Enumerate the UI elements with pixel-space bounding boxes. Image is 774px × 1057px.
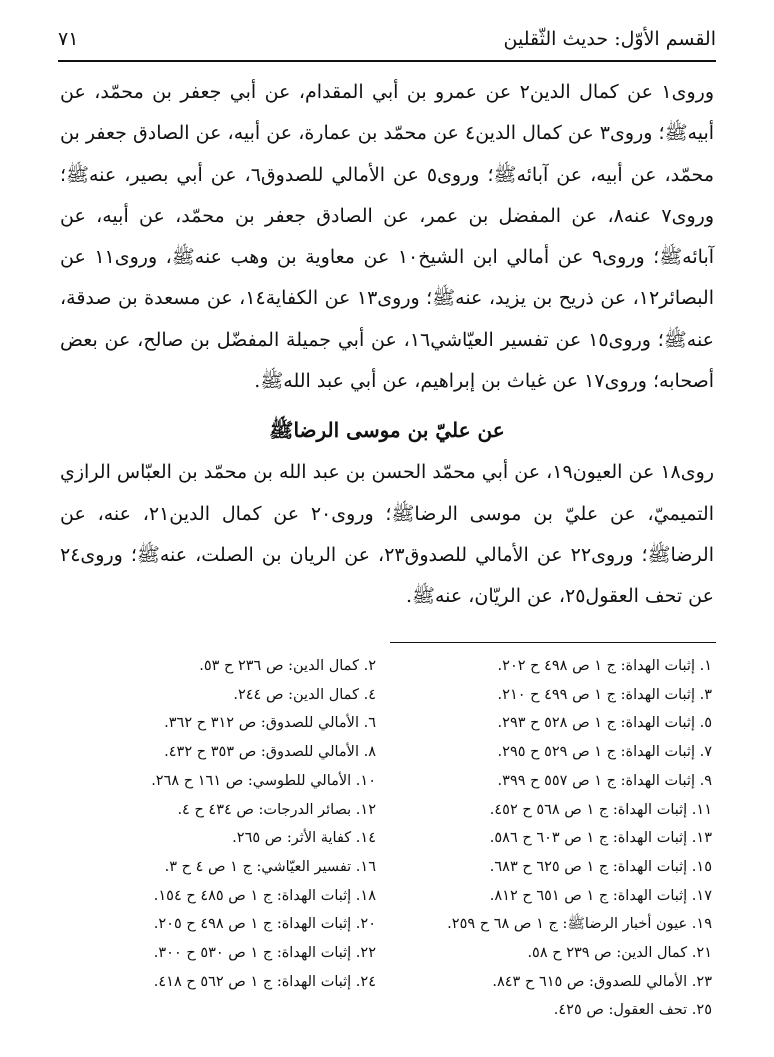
footnote-5: ٥. إثبات الهداة: ج ١ ص ٥٢٨ ح ٢٩٣. <box>497 715 712 732</box>
main-text <box>60 72 714 618</box>
footnote-24: ٢٤. إثبات الهداة: ج ١ ص ٥٦٢ ح ٤١٨. <box>153 973 376 990</box>
paragraph-2: روى١٨ عن العيون١٩، عن أبي محمّد الحسن بن عبد الله بن محمّد بن العبّاس الرازي التميميّ، عن عليّ بن موسى الرضاﷺ؛ وروى٢٠ عن كمال الدين٢١، عنه، عن الرضاﷺ؛ وروى٢٢ عن الأمالي للصدوق٢٣، عن الريان بن الصلت، عنهﷺ؛ وروى٢٤ عن تحف العقول٢٥، عن الريّان، عنهﷺ. <box>60 461 714 608</box>
section-heading: عن عليّ بن موسى الرضاﷺ <box>269 418 505 443</box>
footnote-4: ٤. كمال الدين: ص ٢٤٤. <box>233 686 376 703</box>
footnote-2: ٢. كمال الدين: ص ٢٣٦ ح ٥٣. <box>199 658 376 674</box>
footnote-8: ٨. الأمالي للصدوق: ص ٣٥٣ ح ٤٣٢. <box>164 744 376 761</box>
footnote-22: ٢٢. إثبات الهداة: ج ١ ص ٥٣٠ ح ٣٠٠. <box>153 945 376 962</box>
footnote-25: ٢٥. تحف العقول: ص ٤٢٥. <box>553 1002 712 1019</box>
footnote-14: ١٤. كفاية الأثر: ص ٢٦٥. <box>232 830 376 847</box>
footnote-7: ٧. إثبات الهداة: ج ١ ص ٥٢٩ ح ٢٩٥. <box>497 744 712 761</box>
footnote-21: ٢١. كمال الدين: ص ٢٣٩ ح ٥٨. <box>527 945 712 962</box>
footnote-9: ٩. إثبات الهداة: ج ١ ص ٥٥٧ ح ٣٩٩. <box>497 772 712 789</box>
footnote-17: ١٧. إثبات الهداة: ج ١ ص ٦٥١ ح ٨١٢. <box>489 887 712 904</box>
footnote-16: ١٦. تفسير العيّاشي: ج ١ ص ٤ ح ٣. <box>164 858 376 875</box>
footnote-12: ١٢. بصائر الدرجات: ص ٤٣٤ ح ٤. <box>177 801 376 818</box>
footnote-19: ١٩. عيون أخبار الرضاﷺ: ج ١ ص ٦٨ ح ٢٥٩. <box>447 916 712 933</box>
page-number: ٧١ <box>58 28 79 50</box>
footnote-3: ٣. إثبات الهداة: ج ١ ص ٤٩٩ ح ٢١٠. <box>497 686 712 703</box>
footnote-10: ١٠. الأمالي للطوسي: ص ١٦١ ح ٢٦٨. <box>151 772 376 789</box>
header-title: القسم الأوّل: حديث الثّقلين <box>503 28 716 50</box>
footnote-11: ١١. إثبات الهداة: ج ١ ص ٥٦٨ ح ٤٥٢. <box>489 801 712 818</box>
footnote-13: ١٣. إثبات الهداة: ج ١ ص ٦٠٣ ح ٥٨٦. <box>489 830 712 847</box>
running-header <box>58 22 716 56</box>
footnote-1: ١. إثبات الهداة: ج ١ ص ٤٩٨ ح ٢٠٢. <box>497 658 712 674</box>
paragraph-1: وروى١ عن كمال الدين٢ عن عمرو بن أبي المقدام، عن أبي جعفر بن محمّد، عن أبيهﷺ؛ وروى٣ عن كمال الدين٤ عن محمّد بن عمارة، عن أبيه، عن الصادق جعفر بن محمّد، عن أبيه، عن آبائهﷺ؛ وروى٥ عن الأمالي للصدوق٦، عن أبي بصير، عنهﷺ؛ وروى٧ عنه٨، عن المفضل بن عمر، عن الصادق جعفر بن محمّد، عن أبيه، عن آبائهﷺ؛ وروى٩ عن أمالي ابن الشيخ١٠ عن معاوية بن وهب عنهﷺ، وروى١١ عن البصائر١٢، عن ذريح بن يزيد، عنهﷺ؛ وروى١٣ عن الكفاية١٤، عن مسعدة بن صدقة، عنهﷺ؛ وروى١٥ عن تفسير العيّاشي١٦، عن أبي جميلة المفضّل بن صالح، عن بعض أصحابه؛ وروى١٧ عن غياث بن إبراهيم، عن أبي عبد اللهﷺ. <box>60 81 715 393</box>
footnotes <box>60 652 712 1025</box>
header-rule <box>58 60 716 62</box>
footnote-23: ٢٣. الأمالي للصدوق: ص ٦١٥ ح ٨٤٣. <box>492 973 712 990</box>
footnote-15: ١٥. إثبات الهداة: ج ١ ص ٦٢٥ ح ٦٨٣. <box>489 858 712 875</box>
footnote-20: ٢٠. إثبات الهداة: ج ١ ص ٤٩٨ ح ٢٠٥. <box>153 916 376 933</box>
footnote-rule <box>390 642 716 643</box>
footnote-6: ٦. الأمالي للصدوق: ص ٣١٢ ح ٣٦٢. <box>164 715 376 732</box>
footnote-18: ١٨. إثبات الهداة: ج ١ ص ٤٨٥ ح ١٥٤. <box>153 887 376 904</box>
